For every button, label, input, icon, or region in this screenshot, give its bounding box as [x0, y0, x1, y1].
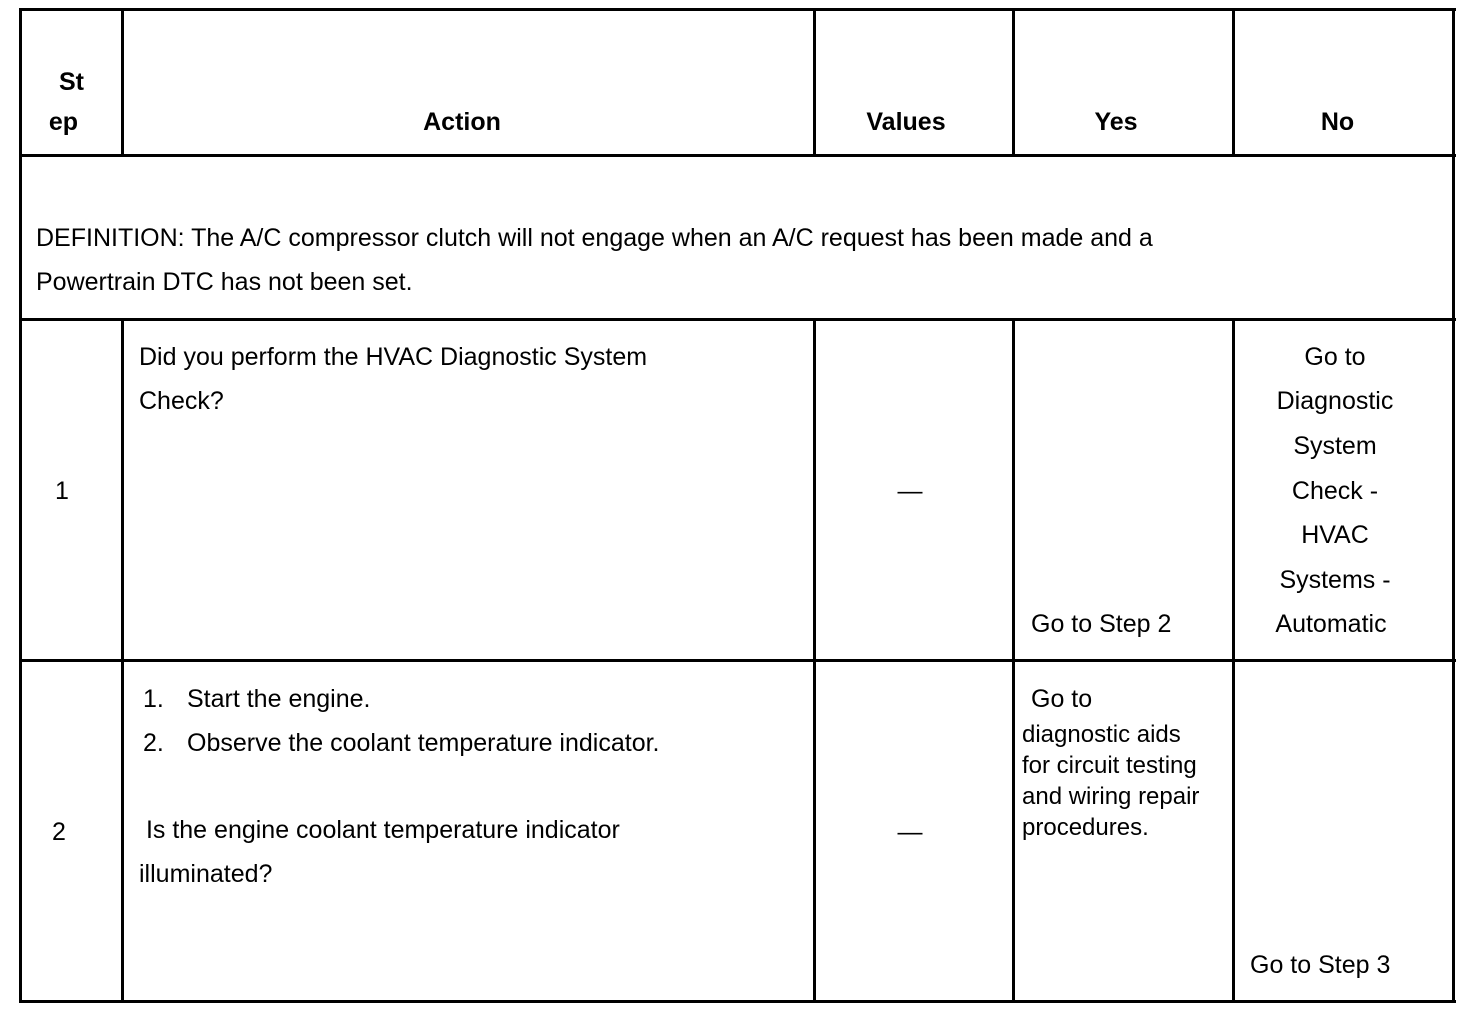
- row1-no-line5: HVAC: [1301, 521, 1369, 549]
- row2-yes-line5: procedures.: [1022, 814, 1149, 841]
- col-divider-values-bottom: [1012, 318, 1015, 1003]
- row1-yes: Go to Step 2: [1031, 610, 1172, 638]
- row2-item1-text: Start the engine.: [187, 685, 371, 713]
- header-no: No: [1320, 108, 1355, 136]
- row1-divider: [19, 659, 1456, 662]
- row1-value: —: [897, 477, 923, 505]
- row2-question-line1: Is the engine coolant temperature indicator: [139, 816, 620, 844]
- row2-question-line2: illuminated?: [139, 860, 273, 888]
- definition-divider: [19, 318, 1456, 321]
- row2-value: —: [897, 818, 923, 846]
- row1-no-line2: Diagnostic: [1276, 387, 1394, 415]
- row1-action-line1: Did you perform the HVAC Diagnostic System: [139, 343, 648, 371]
- row2-item2-text: Observe the coolant temperature indicator.: [187, 729, 660, 757]
- row2-item2-num: 2.: [143, 729, 164, 757]
- row1-no-line4: Check -: [1291, 477, 1379, 505]
- row1-action-line2: Check?: [139, 387, 224, 415]
- row1-step: 1: [55, 477, 69, 505]
- row1-no-line3: System: [1293, 432, 1377, 460]
- col-divider-step-bottom: [121, 318, 124, 1003]
- table-border-right: [1452, 8, 1455, 1003]
- table-border-left: [19, 8, 22, 1003]
- col-divider-action-bottom: [813, 318, 816, 1003]
- header-action: Action: [423, 108, 501, 136]
- table-border-top: [19, 8, 1456, 11]
- table-border-bottom: [19, 1000, 1456, 1003]
- row2-yes-line3: for circuit testing: [1022, 752, 1197, 779]
- row2-item1-num: 1.: [143, 685, 164, 713]
- header-divider: [19, 154, 1456, 157]
- row1-no-line7: Automatic: [1275, 610, 1387, 638]
- header-step-line2: ep: [48, 108, 79, 136]
- row2-yes-line4: and wiring repair: [1022, 783, 1200, 810]
- row1-no-line1: Go to: [1304, 343, 1366, 371]
- definition-line1: DEFINITION: The A/C compressor clutch will not engage when an A/C request has been made and a: [36, 224, 1153, 252]
- header-yes: Yes: [1094, 108, 1138, 136]
- row2-yes-line1: Go to: [1031, 685, 1093, 713]
- row1-no-line6: Systems -: [1279, 566, 1391, 594]
- definition-line2: Powertrain DTC has not been set.: [36, 268, 413, 296]
- row2-yes-line2: diagnostic aids: [1022, 721, 1181, 748]
- header-values: Values: [866, 108, 946, 136]
- row2-no: Go to Step 3: [1250, 951, 1391, 979]
- header-step-line1: St: [59, 68, 84, 96]
- row2-step: 2: [52, 818, 66, 846]
